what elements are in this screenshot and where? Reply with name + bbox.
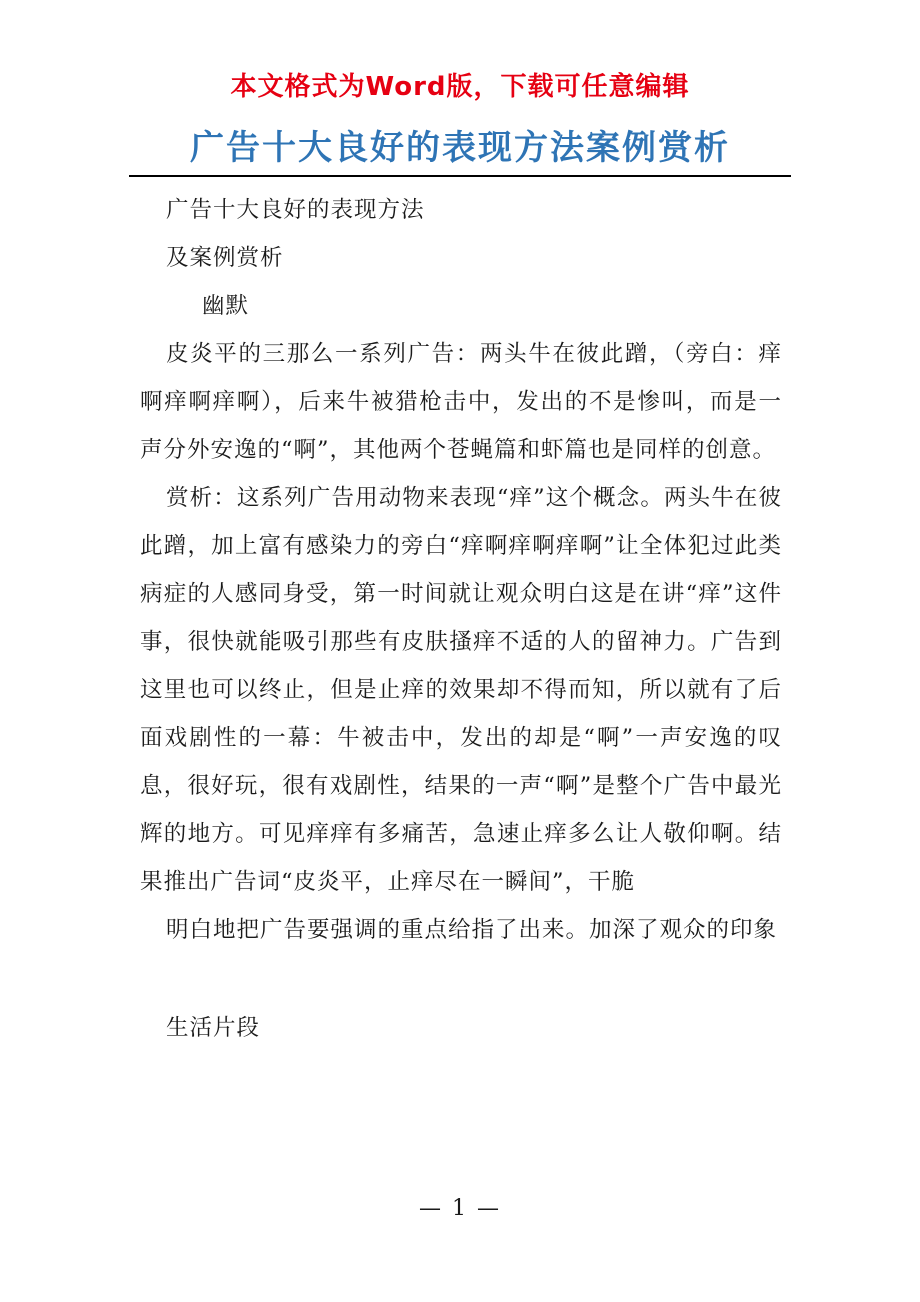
- body-paragraph: 赏析：这系列广告用动物来表现“痒”这个概念。两头牛在彼此蹭，加上富有感染力的旁白“痒啊痒啊痒啊”让全体犯过此类病症的人感同身受，第一时间就让观众明白这是在讲“痒”这件事，很快就能吸引那些有皮肤搔痒不适的人的留神力。广告到这里也可以终止，但是止痒的效果却不得而知，所以就有了后面戏剧性的一幕：牛被击中，发出的却是“啊”一声安逸的叹息，很好玩，很有戏剧性，结果的一声“啊”是整个广告中最光辉的地方。可见痒痒有多痛苦，急速止痒多么让人敬仰啊。结果推出广告词“皮炎平，止痒尽在一瞬间”，干脆: [140, 485, 782, 895]
- section-heading: 幽默: [202, 293, 250, 319]
- page-title: 广告十大良好的表现方法案例赏析: [190, 128, 730, 168]
- page-number: — 1 —: [419, 1196, 501, 1221]
- body-paragraph: 皮炎平的三那么一系列广告：两头牛在彼此蹭，（旁白：痒啊痒啊痒啊），后来牛被猎枪击中，发出的不是惨叫，而是一声分外安逸的“啊”，其他两个苍蝇篇和虾篇也是同样的创意。: [140, 341, 782, 463]
- body-paragraph: 及案例赏析: [166, 245, 284, 271]
- document-body: [140, 186, 782, 1052]
- section-heading: 生活片段: [166, 1015, 261, 1041]
- download-banner: 本文格式为Word版，下载可任意编辑: [230, 72, 690, 102]
- body-paragraph: 明白地把广告要强调的重点给指了出来。加深了观众的印象: [166, 917, 778, 943]
- title-divider: [129, 175, 791, 177]
- body-paragraph: 广告十大良好的表现方法: [166, 197, 425, 223]
